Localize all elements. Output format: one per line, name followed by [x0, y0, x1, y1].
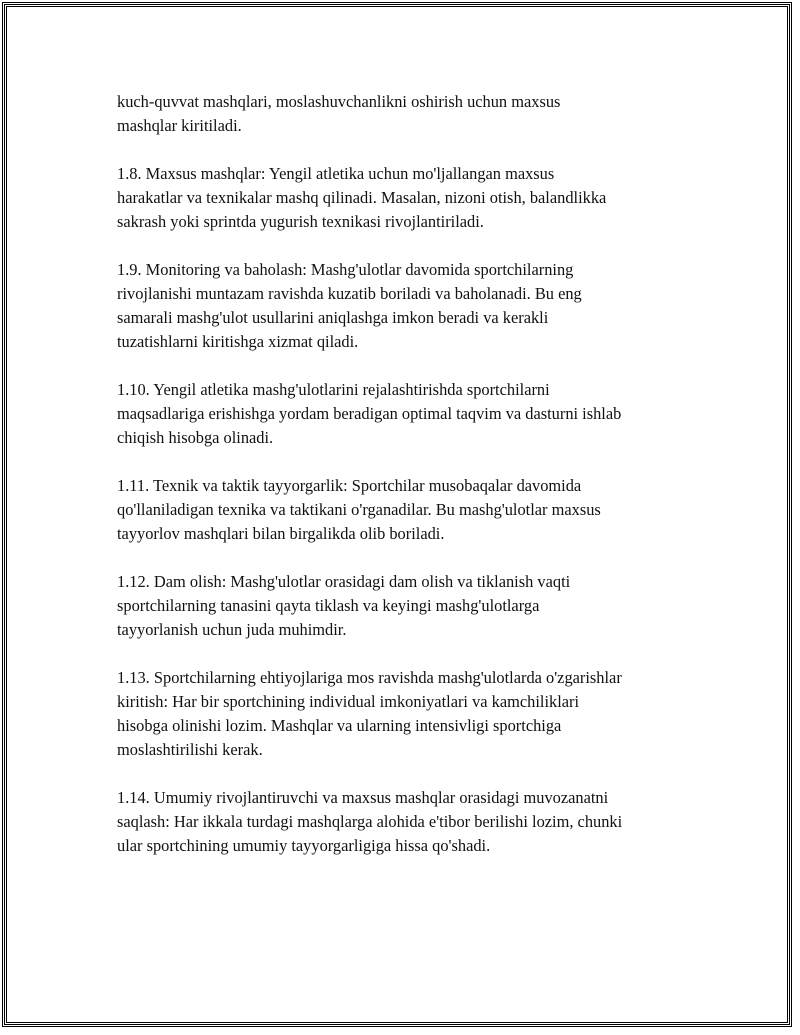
paragraph-continuation: kuch-quvvat mashqlari, moslashuvchanlikni oshirish uchun maxsus mashqlar kiritiladi.: [117, 92, 561, 135]
paragraph-1-14: 1.14. Umumiy rivojlantiruvchi va maxsus mashqlar orasidagi muvozanatni saqlash: Har ikkala turdagi mashqlarga alohida e'tibor berilishi lozim, chunki ular sportchining umumiy tayyorgarligiga hissa qo'shadi.: [117, 788, 623, 855]
document-body: [117, 90, 707, 882]
paragraph-1-10: 1.10. Yengil atletika mashg'ulotlarini rejalashtirishda sportchilarni maqsadlariga erishishga yordam beradigan optimal taqvim va dasturni ishlab chiqish hisobga olinadi.: [117, 380, 622, 447]
paragraph-1-11: 1.11. Texnik va taktik tayyorgarlik: Sportchilar musobaqalar davomida qo'llaniladigan texnika va taktikani o'rganadilar. Bu mashg'ulotlar maxsus tayyorlov mashqlari bilan birgalikda olib boriladi.: [117, 476, 601, 543]
paragraph-1-8: 1.8. Maxsus mashqlar: Yengil atletika uchun mo'ljallangan maxsus harakatlar va texnikalar mashq qilinadi. Masalan, nizoni otish, balandlikka sakrash yoki sprintda yugurish texnikasi rivojlantiriladi.: [117, 164, 607, 231]
paragraph-1-13: 1.13. Sportchilarning ehtiyojlariga mos ravishda mashg'ulotlarda o'zgarishlar kiritish: Har bir sportchining individual imkoniyatlari va kamchiliklari hisobga olinishi lozim. Mashqlar va ularning intensivligi sportchiga moslashtirilishi kerak.: [117, 668, 622, 759]
paragraph-1-12: 1.12. Dam olish: Mashg'ulotlar orasidagi dam olish va tiklanish vaqti sportchilarning tanasini qayta tiklash va keyingi mashg'ulotlarga tayyorlanish uchun juda muhimdir.: [117, 572, 571, 639]
paragraph-1-9: 1.9. Monitoring va baholash: Mashg'ulotlar davomida sportchilarning rivojlanishi muntazam ravishda kuzatib boriladi va baholanadi. Bu eng samarali mashg'ulot usullarini aniqlashga imkon beradi va kerakli tuzatishlarni kiritishga xizmat qiladi.: [117, 260, 582, 351]
